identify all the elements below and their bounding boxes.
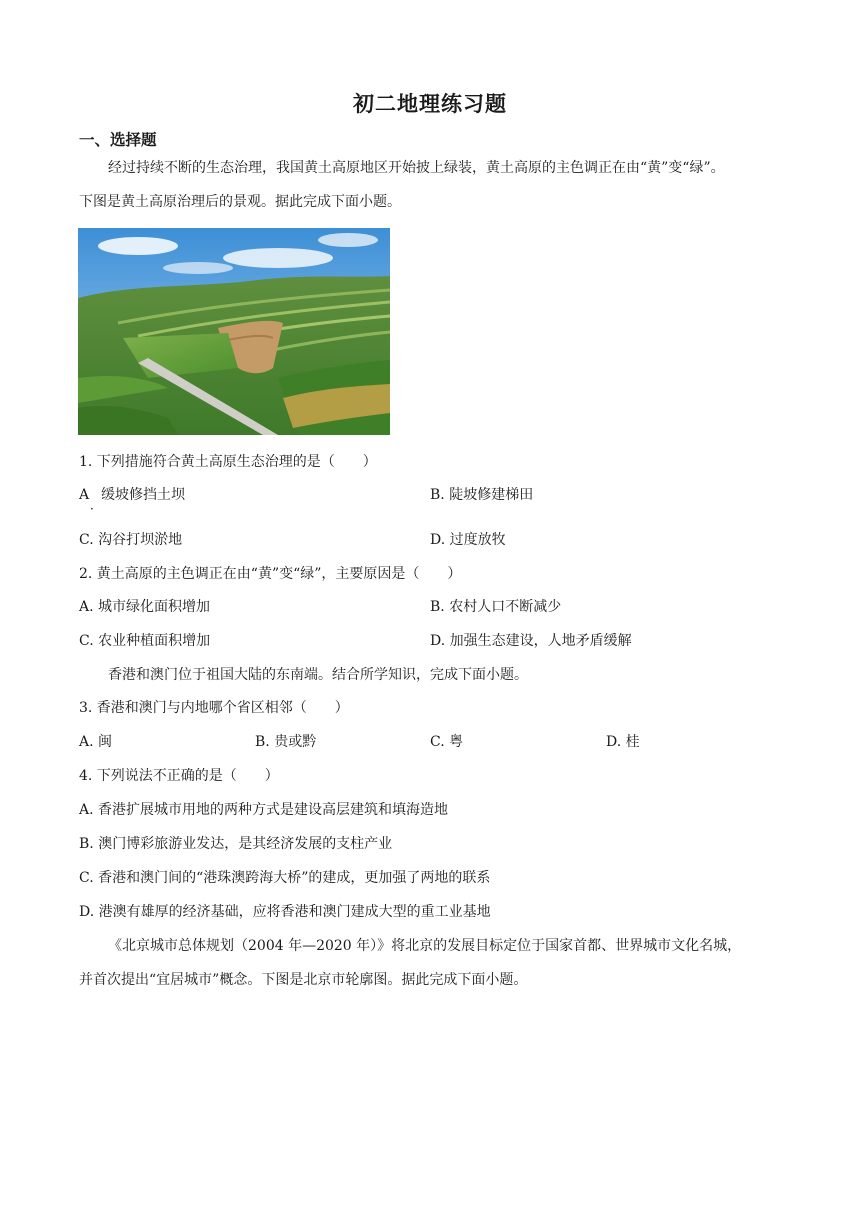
- question-2-stem: 2. 黄土高原的主色调正在由“黄”变“绿”，主要原因是（ ）: [79, 566, 462, 582]
- passage-2: 香港和澳门位于祖国大陆的东南端。结合所学知识，完成下面小题。: [108, 667, 528, 683]
- q2-option-b[interactable]: B. 农村人口不断减少: [430, 599, 562, 615]
- q1-option-c[interactable]: C. 沟谷打坝淤地: [79, 532, 183, 548]
- q3-option-c[interactable]: C. 粤: [430, 734, 464, 750]
- q1-option-a-text[interactable]: 缓坡修挡土坝: [101, 487, 185, 503]
- passage-3-line-2: 并首次提出“宜居城市”概念。下图是北京市轮廓图。据此完成下面小题。: [79, 972, 528, 988]
- q4-option-c[interactable]: C. 香港和澳门间的“港珠澳跨海大桥”的建成，更加强了两地的联系: [79, 870, 491, 886]
- q3-option-b[interactable]: B. 贵或黔: [255, 734, 317, 750]
- q1-option-b[interactable]: B. 陡坡修建梯田: [430, 487, 534, 503]
- question-1-stem: 1. 下列措施符合黄土高原生态治理的是（ ）: [79, 454, 377, 470]
- q4-option-a[interactable]: A. 香港扩展城市用地的两种方式是建设高层建筑和填海造地: [79, 802, 449, 818]
- q3-option-d[interactable]: D. 桂: [606, 734, 640, 750]
- q1-option-a-letter[interactable]: A: [79, 487, 90, 503]
- passage-1-line-1: 经过持续不断的生态治理，我国黄土高原地区开始披上绿装，黄土高原的主色调正在由“黄”变“绿”。: [108, 160, 725, 176]
- passage-1-line-2: 下图是黄土高原治理后的景观。据此完成下面小题。: [79, 194, 401, 210]
- q1-option-d[interactable]: D. 过度放牧: [430, 532, 506, 548]
- section-heading: 一、选择题: [79, 130, 157, 149]
- q2-option-c[interactable]: C. 农业种植面积增加: [79, 633, 211, 649]
- question-3-stem: 3. 香港和澳门与内地哪个省区相邻（ ）: [79, 700, 349, 716]
- loess-plateau-photo: [78, 228, 390, 435]
- q2-option-a[interactable]: A. 城市绿化面积增加: [79, 599, 211, 615]
- q2-option-d[interactable]: D. 加强生态建设，人地矛盾缓解: [430, 633, 632, 649]
- question-4-stem: 4. 下列说法不正确的是（ ）: [79, 768, 279, 784]
- q3-option-a[interactable]: A. 闽: [79, 734, 113, 750]
- q4-option-b[interactable]: B. 澳门博彩旅游业发达，是其经济发展的支柱产业: [79, 836, 393, 852]
- page-title: 初二地理练习题: [353, 91, 507, 116]
- q1-option-a-dot: ·: [90, 502, 94, 516]
- passage-3-line-1: 《北京城市总体规划（2004 年—2020 年）》将北京的发展目标定位于国家首都、世界城市文化名城，: [108, 938, 742, 954]
- q4-option-d[interactable]: D. 港澳有雄厚的经济基础，应将香港和澳门建成大型的重工业基地: [79, 904, 491, 920]
